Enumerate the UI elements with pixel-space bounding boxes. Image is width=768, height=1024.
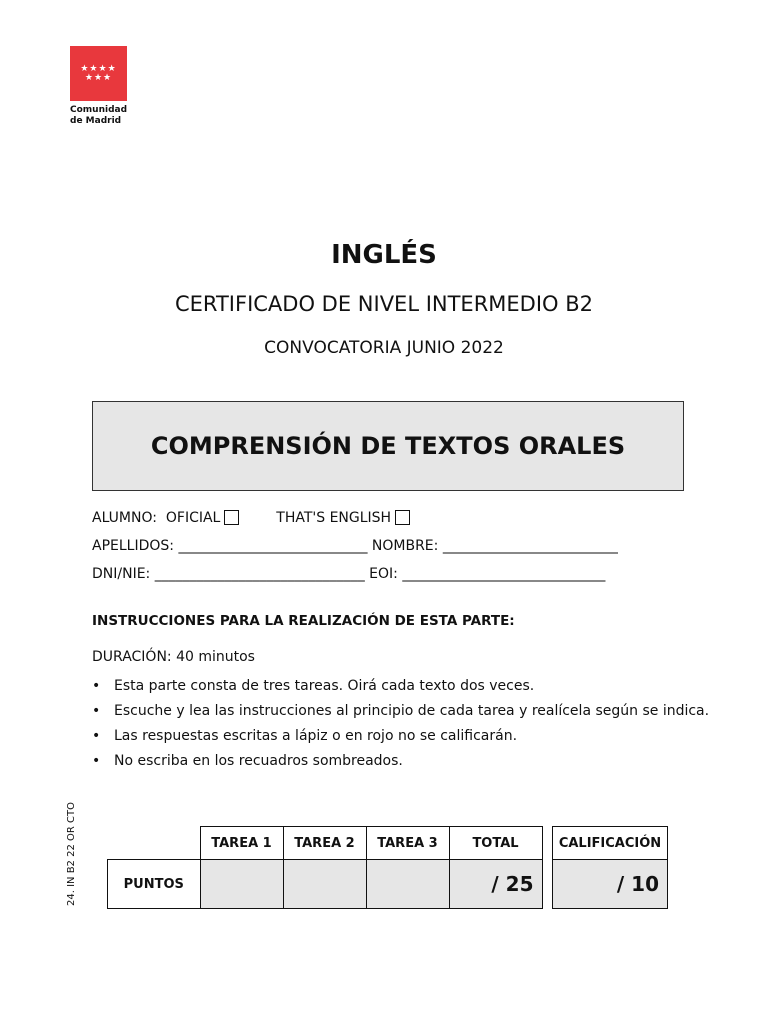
puntos-label: PUNTOS	[108, 860, 201, 909]
logo-line-2: de Madrid	[70, 116, 122, 126]
header-tarea-2: TAREA 2	[283, 827, 366, 860]
tarea-3-score-cell	[366, 860, 449, 909]
thats-english-checkbox[interactable]	[395, 510, 410, 525]
logo-text	[70, 105, 127, 127]
calificacion-cell: / 10	[553, 860, 668, 909]
exam-convocatoria: CONVOCATORIA JUNIO 2022	[264, 338, 504, 358]
comunidad-madrid-logo	[70, 46, 127, 127]
oficial-checkbox[interactable]	[224, 510, 239, 525]
apellidos-label: APELLIDOS:	[92, 538, 174, 554]
header-calificacion: CALIFICACIÓN	[553, 827, 668, 860]
exam-subtitle: CERTIFICADO DE NIVEL INTERMEDIO B2	[174, 292, 594, 316]
dni-label: DNI/NIE:	[92, 566, 151, 582]
tarea-2-score-cell	[283, 860, 366, 909]
instructions-title: INSTRUCCIONES PARA LA REALIZACIÓN DE ESTA PARTE:	[92, 613, 515, 629]
logo-line-1: Comunidad	[70, 105, 128, 115]
nombre-label: NOMBRE:	[371, 538, 439, 554]
logo-stars-bottom: ★★★	[84, 72, 113, 83]
header-tarea-1: TAREA 1	[200, 827, 283, 860]
instruction-item: • Esta parte consta de tres tareas. Oirá cada texto dos veces.	[92, 677, 709, 702]
calificacion-table	[552, 826, 668, 909]
alumno-row	[92, 510, 410, 526]
logo-stars-top: ★★★★	[80, 63, 117, 74]
dni-row	[92, 566, 605, 582]
eoi-field[interactable]: _____________________________	[402, 566, 606, 582]
instruction-item: • No escriba en los recuadros sombreados.	[92, 752, 709, 777]
instructions-list	[92, 677, 709, 777]
instruction-item: • Las respuestas escritas a lápiz o en rojo no se calificarán.	[92, 727, 709, 752]
side-code: 24. IN B2 22 OR CTO	[66, 802, 77, 906]
thats-english-label: THAT'S ENGLISH	[276, 510, 392, 526]
scores-table	[107, 826, 543, 909]
dni-field[interactable]: ______________________________	[154, 566, 365, 582]
eoi-label: EOI:	[369, 566, 398, 582]
tarea-1-score-cell	[200, 860, 283, 909]
exam-title: INGLÉS	[331, 240, 437, 270]
alumno-label: ALUMNO:	[92, 510, 157, 526]
section-banner: COMPRENSIÓN DE TEXTOS ORALES	[92, 401, 684, 491]
nombre-field[interactable]: _________________________	[442, 538, 618, 554]
instruction-item: • Escuche y lea las instrucciones al principio de cada tarea y realícela según se indica.	[92, 702, 709, 727]
duration-text: DURACIÓN: 40 minutos	[92, 649, 255, 665]
oficial-label: OFICIAL	[165, 510, 221, 526]
empty-corner	[108, 827, 201, 860]
total-score-cell: / 25	[449, 860, 542, 909]
header-tarea-3: TAREA 3	[366, 827, 449, 860]
header-total: TOTAL	[449, 827, 542, 860]
logo-flag	[70, 46, 127, 101]
apellidos-row	[92, 538, 618, 554]
apellidos-field[interactable]: ___________________________	[178, 538, 368, 554]
